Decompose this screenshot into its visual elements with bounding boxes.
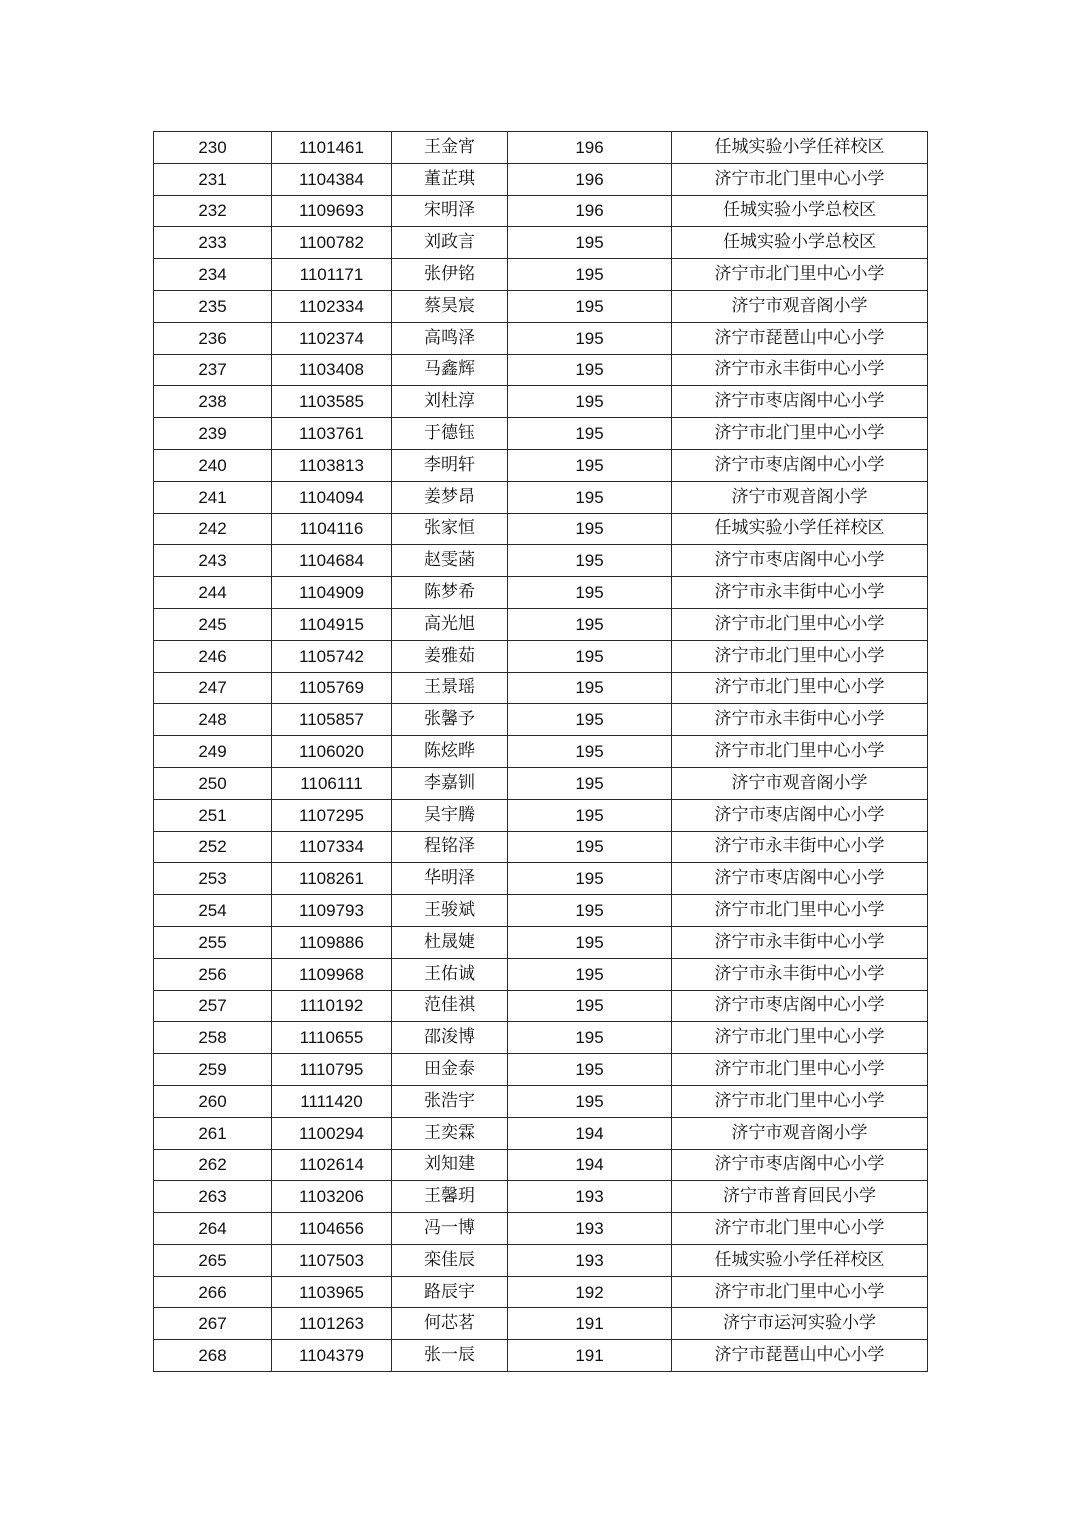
- table-row: [154, 1340, 928, 1372]
- student-name-cell: 王景瑶: [392, 672, 508, 704]
- rank-cell: 238: [154, 386, 272, 418]
- exam-id-cell: 1104094: [272, 481, 392, 513]
- student-name-cell: 陈梦希: [392, 577, 508, 609]
- score-cell: 191: [508, 1340, 672, 1372]
- school-cell: 任城实验小学任祥校区: [672, 132, 928, 164]
- score-cell: 195: [508, 513, 672, 545]
- rank-cell: 248: [154, 704, 272, 736]
- score-cell: 195: [508, 1054, 672, 1086]
- school-cell: 济宁市枣店阁中心小学: [672, 545, 928, 577]
- rank-cell: 244: [154, 577, 272, 609]
- exam-id-cell: 1109968: [272, 958, 392, 990]
- score-cell: 195: [508, 863, 672, 895]
- score-cell: 193: [508, 1213, 672, 1245]
- exam-id-cell: 1103965: [272, 1276, 392, 1308]
- student-name-cell: 刘杜淳: [392, 386, 508, 418]
- school-cell: 任城实验小学总校区: [672, 195, 928, 227]
- table-row: [154, 1181, 928, 1213]
- table-row: [154, 1054, 928, 1086]
- rank-cell: 239: [154, 418, 272, 450]
- rank-cell: 236: [154, 322, 272, 354]
- school-cell: 济宁市北门里中心小学: [672, 895, 928, 927]
- rank-cell: 242: [154, 513, 272, 545]
- table-row: [154, 1117, 928, 1149]
- school-cell: 济宁市永丰街中心小学: [672, 926, 928, 958]
- student-name-cell: 范佳祺: [392, 990, 508, 1022]
- rank-cell: 233: [154, 227, 272, 259]
- student-name-cell: 高光旭: [392, 608, 508, 640]
- rank-cell: 259: [154, 1054, 272, 1086]
- exam-id-cell: 1103206: [272, 1181, 392, 1213]
- rank-cell: 232: [154, 195, 272, 227]
- score-cell: 191: [508, 1308, 672, 1340]
- school-cell: 济宁市枣店阁中心小学: [672, 386, 928, 418]
- school-cell: 济宁市永丰街中心小学: [672, 831, 928, 863]
- score-cell: 194: [508, 1149, 672, 1181]
- rank-cell: 245: [154, 608, 272, 640]
- school-cell: 济宁市永丰街中心小学: [672, 577, 928, 609]
- rank-cell: 234: [154, 259, 272, 291]
- exam-id-cell: 1105857: [272, 704, 392, 736]
- table-row: [154, 958, 928, 990]
- student-name-cell: 李嘉钏: [392, 767, 508, 799]
- school-cell: 济宁市永丰街中心小学: [672, 704, 928, 736]
- exam-id-cell: 1104116: [272, 513, 392, 545]
- score-cell: 196: [508, 163, 672, 195]
- table-row: [154, 227, 928, 259]
- exam-id-cell: 1104915: [272, 608, 392, 640]
- exam-id-cell: 1101461: [272, 132, 392, 164]
- table-row: [154, 577, 928, 609]
- student-name-cell: 陈炫晔: [392, 736, 508, 768]
- exam-id-cell: 1104656: [272, 1213, 392, 1245]
- table-row: [154, 513, 928, 545]
- score-cell: 195: [508, 1022, 672, 1054]
- student-name-cell: 王骏斌: [392, 895, 508, 927]
- score-cell: 193: [508, 1244, 672, 1276]
- score-cell: 195: [508, 227, 672, 259]
- rank-cell: 252: [154, 831, 272, 863]
- score-cell: 195: [508, 322, 672, 354]
- exam-id-cell: 1109793: [272, 895, 392, 927]
- table-row: [154, 259, 928, 291]
- table-row: [154, 481, 928, 513]
- student-name-cell: 吴宇腾: [392, 799, 508, 831]
- table-row: [154, 195, 928, 227]
- student-name-cell: 蔡昊宸: [392, 290, 508, 322]
- table-row: [154, 640, 928, 672]
- exam-id-cell: 1103761: [272, 418, 392, 450]
- rank-cell: 243: [154, 545, 272, 577]
- score-cell: 195: [508, 418, 672, 450]
- table-row: [154, 322, 928, 354]
- score-cell: 195: [508, 990, 672, 1022]
- exam-id-cell: 1109693: [272, 195, 392, 227]
- exam-id-cell: 1100782: [272, 227, 392, 259]
- exam-id-cell: 1110795: [272, 1054, 392, 1086]
- exam-id-cell: 1110192: [272, 990, 392, 1022]
- table-row: [154, 449, 928, 481]
- table-row: [154, 354, 928, 386]
- table-row: [154, 863, 928, 895]
- student-name-cell: 何芯茗: [392, 1308, 508, 1340]
- rank-cell: 264: [154, 1213, 272, 1245]
- score-cell: 195: [508, 799, 672, 831]
- exam-id-cell: 1110655: [272, 1022, 392, 1054]
- score-cell: 195: [508, 386, 672, 418]
- school-cell: 济宁市北门里中心小学: [672, 736, 928, 768]
- school-cell: 济宁市北门里中心小学: [672, 163, 928, 195]
- exam-id-cell: 1104684: [272, 545, 392, 577]
- score-cell: 195: [508, 354, 672, 386]
- school-cell: 济宁市北门里中心小学: [672, 1022, 928, 1054]
- score-cell: 196: [508, 132, 672, 164]
- score-cell: 192: [508, 1276, 672, 1308]
- rank-cell: 261: [154, 1117, 272, 1149]
- rank-cell: 241: [154, 481, 272, 513]
- student-name-cell: 马鑫辉: [392, 354, 508, 386]
- table-row: [154, 672, 928, 704]
- exam-id-cell: 1111420: [272, 1085, 392, 1117]
- table-row: [154, 545, 928, 577]
- school-cell: 济宁市琵琶山中心小学: [672, 1340, 928, 1372]
- student-name-cell: 刘政言: [392, 227, 508, 259]
- rank-cell: 256: [154, 958, 272, 990]
- table-row: [154, 799, 928, 831]
- school-cell: 济宁市枣店阁中心小学: [672, 449, 928, 481]
- table-row: [154, 767, 928, 799]
- student-name-cell: 程铭泽: [392, 831, 508, 863]
- table-row: [154, 132, 928, 164]
- rank-cell: 260: [154, 1085, 272, 1117]
- rank-cell: 255: [154, 926, 272, 958]
- rank-cell: 247: [154, 672, 272, 704]
- school-cell: 任城实验小学任祥校区: [672, 1244, 928, 1276]
- results-table: [153, 131, 928, 1372]
- student-name-cell: 姜梦昂: [392, 481, 508, 513]
- school-cell: 济宁市观音阁小学: [672, 767, 928, 799]
- score-cell: 194: [508, 1117, 672, 1149]
- rank-cell: 237: [154, 354, 272, 386]
- rank-cell: 262: [154, 1149, 272, 1181]
- exam-id-cell: 1108261: [272, 863, 392, 895]
- exam-id-cell: 1107295: [272, 799, 392, 831]
- score-cell: 195: [508, 736, 672, 768]
- school-cell: 济宁市运河实验小学: [672, 1308, 928, 1340]
- school-cell: 济宁市枣店阁中心小学: [672, 990, 928, 1022]
- rank-cell: 240: [154, 449, 272, 481]
- score-cell: 195: [508, 672, 672, 704]
- exam-id-cell: 1105742: [272, 640, 392, 672]
- table-row: [154, 386, 928, 418]
- exam-id-cell: 1101171: [272, 259, 392, 291]
- exam-id-cell: 1103585: [272, 386, 392, 418]
- score-cell: 195: [508, 290, 672, 322]
- score-cell: 195: [508, 577, 672, 609]
- score-cell: 195: [508, 926, 672, 958]
- exam-id-cell: 1102334: [272, 290, 392, 322]
- exam-id-cell: 1103813: [272, 449, 392, 481]
- exam-id-cell: 1106111: [272, 767, 392, 799]
- school-cell: 济宁市北门里中心小学: [672, 672, 928, 704]
- score-cell: 195: [508, 449, 672, 481]
- student-name-cell: 张馨予: [392, 704, 508, 736]
- exam-id-cell: 1104909: [272, 577, 392, 609]
- table-row: [154, 990, 928, 1022]
- table-row: [154, 895, 928, 927]
- rank-cell: 253: [154, 863, 272, 895]
- school-cell: 济宁市北门里中心小学: [672, 1085, 928, 1117]
- exam-id-cell: 1106020: [272, 736, 392, 768]
- student-name-cell: 田金泰: [392, 1054, 508, 1086]
- score-cell: 195: [508, 958, 672, 990]
- exam-id-cell: 1102614: [272, 1149, 392, 1181]
- score-cell: 195: [508, 704, 672, 736]
- score-cell: 195: [508, 895, 672, 927]
- table-row: [154, 704, 928, 736]
- school-cell: 济宁市北门里中心小学: [672, 608, 928, 640]
- school-cell: 济宁市琵琶山中心小学: [672, 322, 928, 354]
- rank-cell: 257: [154, 990, 272, 1022]
- school-cell: 济宁市观音阁小学: [672, 481, 928, 513]
- rank-cell: 251: [154, 799, 272, 831]
- exam-id-cell: 1101263: [272, 1308, 392, 1340]
- table-row: [154, 736, 928, 768]
- student-name-cell: 冯一博: [392, 1213, 508, 1245]
- school-cell: 济宁市北门里中心小学: [672, 259, 928, 291]
- rank-cell: 263: [154, 1181, 272, 1213]
- table-row: [154, 1308, 928, 1340]
- school-cell: 济宁市普育回民小学: [672, 1181, 928, 1213]
- table-row: [154, 1022, 928, 1054]
- exam-id-cell: 1107503: [272, 1244, 392, 1276]
- rank-cell: 267: [154, 1308, 272, 1340]
- results-table-body: [154, 132, 928, 1372]
- rank-cell: 249: [154, 736, 272, 768]
- rank-cell: 258: [154, 1022, 272, 1054]
- student-name-cell: 张一辰: [392, 1340, 508, 1372]
- score-cell: 195: [508, 640, 672, 672]
- exam-id-cell: 1109886: [272, 926, 392, 958]
- score-cell: 195: [508, 831, 672, 863]
- rank-cell: 235: [154, 290, 272, 322]
- table-row: [154, 1276, 928, 1308]
- school-cell: 济宁市北门里中心小学: [672, 418, 928, 450]
- score-cell: 196: [508, 195, 672, 227]
- rank-cell: 266: [154, 1276, 272, 1308]
- student-name-cell: 宋明泽: [392, 195, 508, 227]
- table-row: [154, 831, 928, 863]
- student-name-cell: 王佑诚: [392, 958, 508, 990]
- rank-cell: 265: [154, 1244, 272, 1276]
- school-cell: 济宁市北门里中心小学: [672, 1213, 928, 1245]
- rank-cell: 246: [154, 640, 272, 672]
- student-name-cell: 张家恒: [392, 513, 508, 545]
- rank-cell: 231: [154, 163, 272, 195]
- student-name-cell: 邵浚博: [392, 1022, 508, 1054]
- school-cell: 济宁市永丰街中心小学: [672, 958, 928, 990]
- school-cell: 济宁市枣店阁中心小学: [672, 799, 928, 831]
- school-cell: 济宁市北门里中心小学: [672, 1054, 928, 1086]
- table-row: [154, 926, 928, 958]
- score-cell: 195: [508, 767, 672, 799]
- student-name-cell: 王馨玥: [392, 1181, 508, 1213]
- score-cell: 195: [508, 259, 672, 291]
- exam-id-cell: 1105769: [272, 672, 392, 704]
- school-cell: 济宁市永丰街中心小学: [672, 354, 928, 386]
- student-name-cell: 王金宵: [392, 132, 508, 164]
- score-cell: 195: [508, 608, 672, 640]
- student-name-cell: 栾佳辰: [392, 1244, 508, 1276]
- exam-id-cell: 1103408: [272, 354, 392, 386]
- rank-cell: 230: [154, 132, 272, 164]
- student-name-cell: 董芷琪: [392, 163, 508, 195]
- school-cell: 任城实验小学总校区: [672, 227, 928, 259]
- exam-id-cell: 1104379: [272, 1340, 392, 1372]
- exam-id-cell: 1107334: [272, 831, 392, 863]
- rank-cell: 268: [154, 1340, 272, 1372]
- student-name-cell: 华明泽: [392, 863, 508, 895]
- student-name-cell: 姜雅茹: [392, 640, 508, 672]
- rank-cell: 250: [154, 767, 272, 799]
- table-row: [154, 1244, 928, 1276]
- exam-id-cell: 1100294: [272, 1117, 392, 1149]
- exam-id-cell: 1102374: [272, 322, 392, 354]
- student-name-cell: 张伊铭: [392, 259, 508, 291]
- school-cell: 任城实验小学任祥校区: [672, 513, 928, 545]
- student-name-cell: 杜晟婕: [392, 926, 508, 958]
- table-row: [154, 1085, 928, 1117]
- score-cell: 195: [508, 481, 672, 513]
- school-cell: 济宁市北门里中心小学: [672, 1276, 928, 1308]
- student-name-cell: 路辰宇: [392, 1276, 508, 1308]
- student-name-cell: 王奕霖: [392, 1117, 508, 1149]
- table-row: [154, 1149, 928, 1181]
- exam-id-cell: 1104384: [272, 163, 392, 195]
- student-name-cell: 刘知建: [392, 1149, 508, 1181]
- school-cell: 济宁市观音阁小学: [672, 290, 928, 322]
- school-cell: 济宁市观音阁小学: [672, 1117, 928, 1149]
- table-row: [154, 418, 928, 450]
- table-row: [154, 1213, 928, 1245]
- student-name-cell: 于德钰: [392, 418, 508, 450]
- score-cell: 193: [508, 1181, 672, 1213]
- rank-cell: 254: [154, 895, 272, 927]
- score-cell: 195: [508, 545, 672, 577]
- table-row: [154, 163, 928, 195]
- school-cell: 济宁市枣店阁中心小学: [672, 863, 928, 895]
- school-cell: 济宁市枣店阁中心小学: [672, 1149, 928, 1181]
- student-name-cell: 李明轩: [392, 449, 508, 481]
- school-cell: 济宁市北门里中心小学: [672, 640, 928, 672]
- student-name-cell: 张浩宇: [392, 1085, 508, 1117]
- student-name-cell: 赵雯菡: [392, 545, 508, 577]
- table-row: [154, 290, 928, 322]
- score-cell: 195: [508, 1085, 672, 1117]
- table-row: [154, 608, 928, 640]
- student-name-cell: 高鸣泽: [392, 322, 508, 354]
